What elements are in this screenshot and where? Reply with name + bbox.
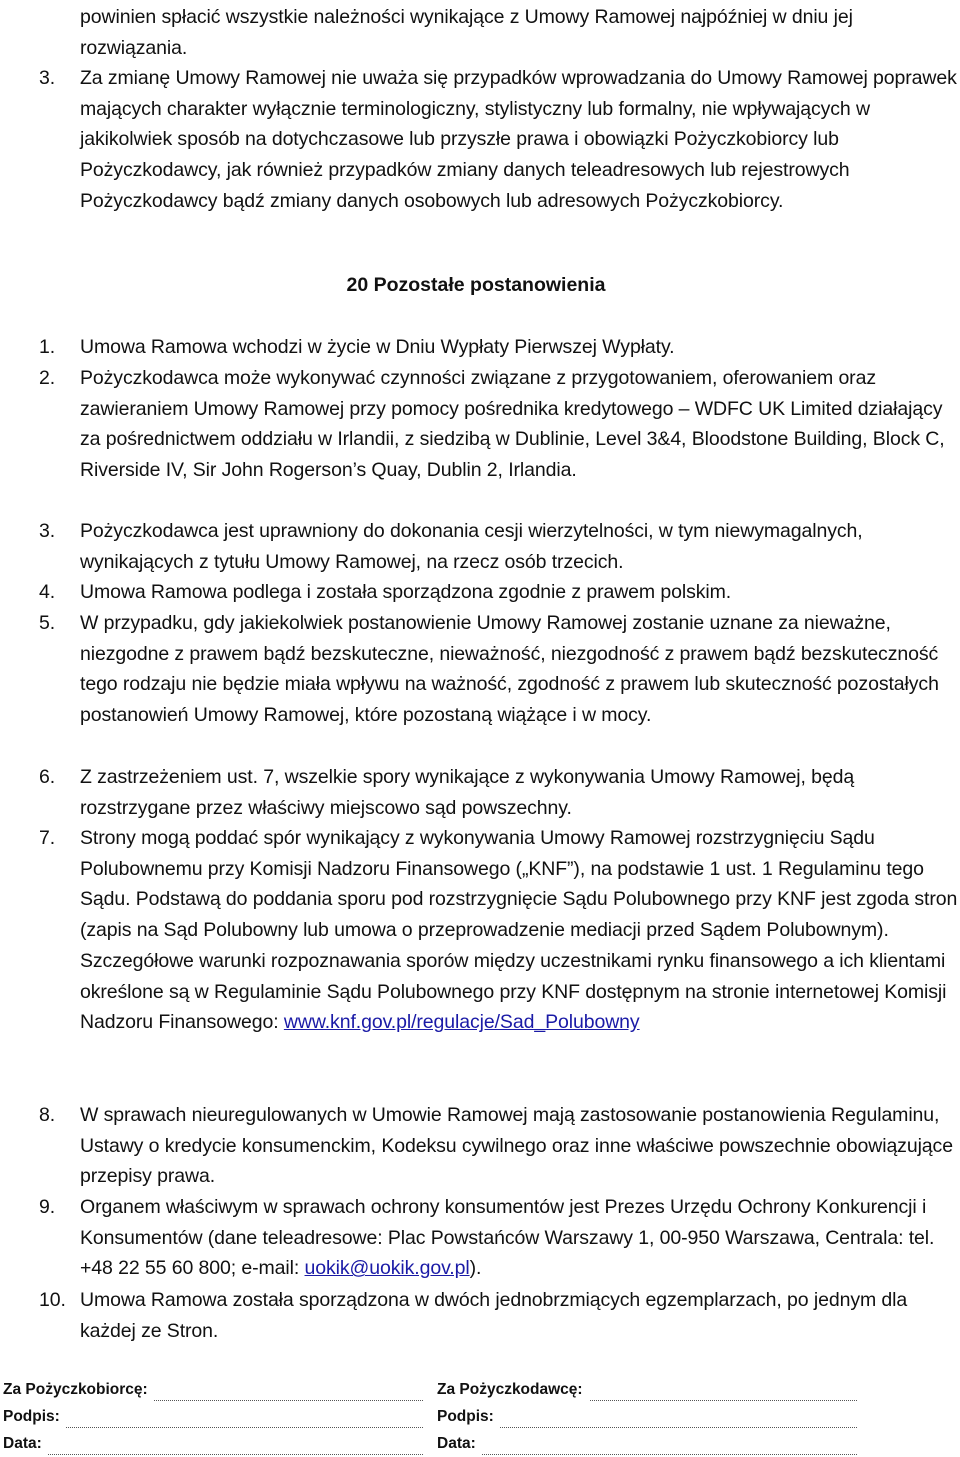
- signature-block-borrower: [3, 1376, 423, 1457]
- signature-label: Podpis:: [3, 1403, 66, 1430]
- list-text: Pożyczkodawca może wykonywać czynności związane z przygotowaniem, oferowaniem oraz zawieraniem Umowy Ramowej przy pomocy pośrednika kredytowego – WDFC UK Limited działający za pośrednictwem oddziału w Irlandii, z siedzibą w Dublinie, Level 3&4, Bloodstone Building, Block C, Riverside IV, Sir John Rogerson’s Quay, Dublin 2, Irlandia.: [80, 367, 945, 482]
- list-text: Umowa Ramowa wchodzi w życie w Dniu Wypłaty Pierwszej Wypłaty.: [80, 336, 675, 358]
- list-number: 4.: [39, 581, 56, 603]
- list-text: Z zastrzeżeniem ust. 7, wszelkie spory wynikające z wykonywania Umowy Ramowej, będą rozstrzygane przez właściwy miejscowo sąd powszechny.: [80, 766, 855, 819]
- signature-line: [437, 1430, 857, 1457]
- list-text: W przypadku, gdy jakiekolwiek postanowienie Umowy Ramowej zostanie uznane za nieważne, niezgodne z prawem bądź bezskuteczne, nieważność, niezgodność z prawem bądź bezskuteczność tego rodzaju nie będzie miała wpływu na ważność, zgodność z prawem lub skuteczność pozostałych postanowień Umowy Ramowej, które pozostaną wiążące i w mocy.: [80, 612, 939, 727]
- list-number: 8.: [39, 1104, 56, 1126]
- signature-line: [437, 1403, 857, 1430]
- signature-block-lender: [437, 1376, 857, 1457]
- list-number: 1.: [39, 336, 56, 358]
- list-number: 3.: [39, 520, 56, 542]
- list-text: Strony mogą poddać spór wynikający z wykonywania Umowy Ramowej rozstrzygnięciu Sądu Polubownemu przy Komisji Nadzoru Finansowego („KNF”), na podstawie 1 ust. 1 Regulaminu tego Sądu. Podstawą do poddania sporu pod rozstrzygnięcie Sądu Polubownego przy KNF jest zgoda stron (zapis na Sąd Polubowny lub umowa o przeprowadzenie mediacji przed Sądem Polubownym). Szczegółowe warunki rozpoznawania sporów między uczestnikami rynku finansowego a ich klientami określone są w Regulaminie Sądu Polubownego przy KNF dostępnym na stronie internetowej Komisji Nadzoru Finansowego: www.knf.gov.pl/regulacje/Sad_Polubowny: [80, 827, 958, 1034]
- date-label: Data:: [437, 1430, 482, 1457]
- signature-line: [437, 1376, 857, 1403]
- list-text: Pożyczkodawca jest uprawniony do dokonania cesji wierzytelności, w tym niewymagalnych, wynikających z tytułu Umowy Ramowej, na rzecz osób trzecich.: [80, 520, 863, 573]
- signature-title: Za Pożyczkobiorcę:: [3, 1376, 154, 1403]
- list-text: Organem właściwym w sprawach ochrony konsumentów jest Prezes Urzędu Ochrony Konkurencji i Konsumentów (dane teleadresowe: Plac Powstańców Warszawy 1, 00-950 Warszawa, Centrala: tel. +48 22 55 60 800; e-mail: uokik@uokik.gov.pl).: [80, 1196, 935, 1280]
- signature-line: [3, 1376, 423, 1403]
- list-number: 3.: [39, 67, 56, 89]
- list-number: 2.: [39, 367, 56, 389]
- signature-line: [3, 1403, 423, 1430]
- signature-line: [3, 1430, 423, 1457]
- list-text: Umowa Ramowa podlega i została sporządzona zgodnie z prawem polskim.: [80, 581, 732, 603]
- signature-title: Za Pożyczkodawcę:: [437, 1376, 589, 1403]
- list-number: 7.: [39, 827, 56, 849]
- list-number: 10.: [39, 1289, 66, 1311]
- knf-regulations-link[interactable]: www.knf.gov.pl/regulacje/Sad_Polubowny: [283, 1011, 640, 1034]
- list-number: 6.: [39, 766, 56, 788]
- uokik-email-link[interactable]: uokik@uokik.gov.pl: [304, 1257, 470, 1280]
- previous-paragraph-continuation: powinien spłacić wszystkie należności wynikające z Umowy Ramowej najpóźniej w dniu jej rozwiązania.: [80, 6, 853, 59]
- list-number: 9.: [39, 1196, 56, 1218]
- signature-label: Podpis:: [437, 1403, 500, 1430]
- list-text: W sprawach nieuregulowanych w Umowie Ramowej mają zastosowanie postanowienia Regulaminu, Ustawy o kredycie konsumenckim, Kodeksu cywilnego oraz inne właściwe powszechnie obowiązujące przepisy prawa.: [80, 1104, 953, 1188]
- list-text: Za zmianę Umowy Ramowej nie uważa się przypadków wprowadzania do Umowy Ramowej poprawek mających charakter wyłącznie terminologiczny, stylistyczny lub formalny, nie wpływających w jakikolwiek sposób na dotychczasowe lub przyszłe prawa i obowiązki Pożyczkobiorcy lub Pożyczkodawcy, jak również przypadków zmiany danych teleadresowych lub rejestrowych Pożyczkodawcy bądź zmiany danych osobowych lub adresowych Pożyczkobiorcy.: [80, 67, 957, 212]
- date-label: Data:: [3, 1430, 48, 1457]
- list-text: Umowa Ramowa została sporządzona w dwóch jednobrzmiących egzemplarzach, po jednym dla każdej ze Stron.: [80, 1289, 908, 1342]
- list-number: 5.: [39, 612, 56, 634]
- section-heading: [0, 270, 960, 300]
- section-title: 20 Pozostałe postanowienia: [346, 274, 606, 296]
